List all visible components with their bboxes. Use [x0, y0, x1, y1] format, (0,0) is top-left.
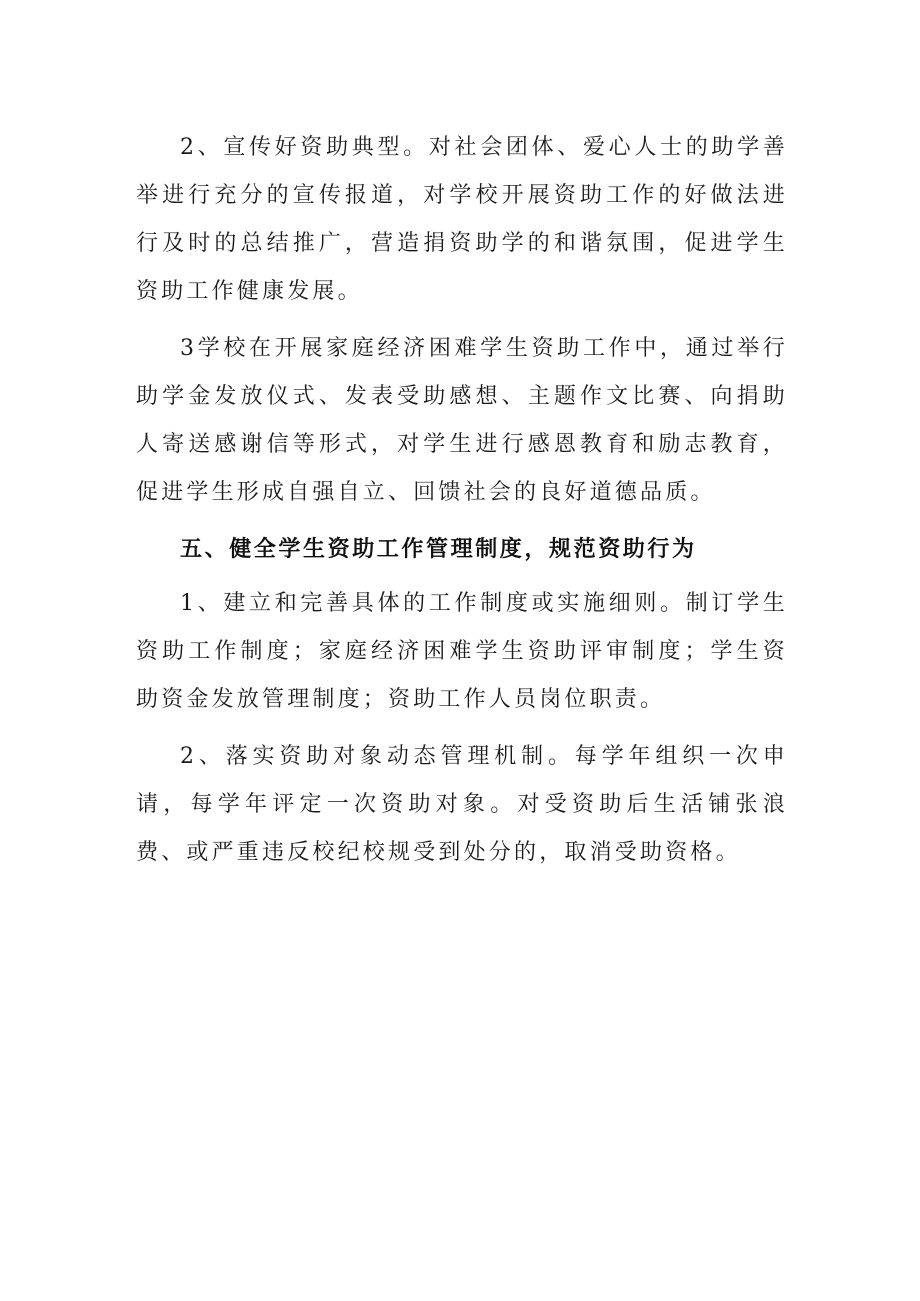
paragraph-publicize-models: 2、宣传好资助典型。对社会团体、爱心人士的助学善举进行充分的宣传报道，对学校开展资助工作的好做法进行及时的总结推广，营造捐资助学的和谐氛围，促进学生资助工作健康发展。 — [136, 135, 788, 304]
paragraph-work-system: 1、建立和完善具体的工作制度或实施细则。制订学生资助工作制度；家庭经济困难学生资助评审制度；学生资助资金发放管理制度；资助工作人员岗位职责。 — [136, 591, 788, 712]
section-heading: 五、健全学生资助工作管理制度，规范资助行为 — [180, 537, 697, 562]
paragraph-dynamic-management: 2、落实资助对象动态管理机制。每学年组织一次申请，每学年评定一次资助对象。对受资助后生活铺张浪费、或严重违反校纪校规受到处分的，取消受助资格。 — [136, 744, 788, 865]
document-body — [136, 124, 788, 886]
paragraph-gratitude-education: 3学校在开展家庭经济困难学生资助工作中，通过举行助学金发放仪式、发表受助感想、主题作文比赛、向捐助人寄送感谢信等形式，对学生进行感恩教育和励志教育，促进学生形成自强自立、回馈社会的良好道德品质。 — [136, 336, 788, 505]
